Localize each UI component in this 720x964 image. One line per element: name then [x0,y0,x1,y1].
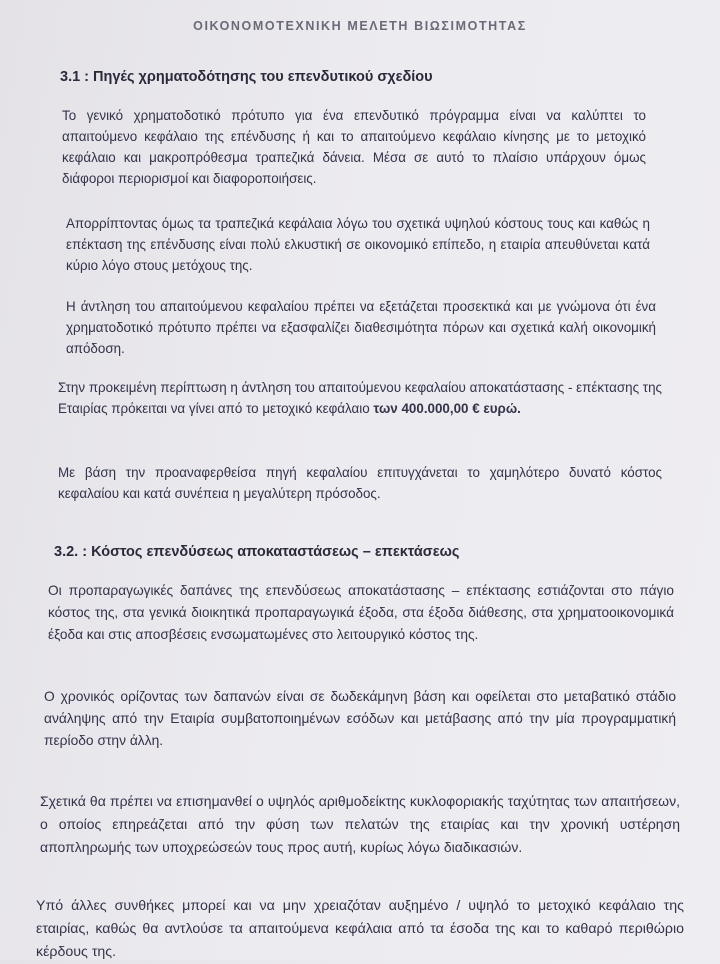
paragraph: Σχετικά θα πρέπει να επισημανθεί ο υψηλός αριθμοδείκτης κυκλοφοριακής ταχύτητας των απαιτήσεων, ο οποίος επηρεάζεται από την φύση των πελατών της εταιρίας και την χρονική υστέρηση αποπληρωμής των υποχρεώσεών τους προς αυτή, κυρίως λόγω διαδικασιών. [40,793,680,855]
running-header: ΟΙΚΟΝΟΜΟΤΕΧΝΙΚΗ ΜΕΛΕΤΗ ΒΙΩΣΙΜΟΤΗΤΑΣ [193,19,527,33]
paragraph: Η άντληση του απαιτούμενου κεφαλαίου πρέπει να εξετάζεται προσεκτικά και με γνώμονα ότι ένα χρηματοδοτικό πρότυπο πρέπει να εξασφαλίζει διαθεσιμότητα πόρων και σχετικά καλή οικονομική απόδοση. [66,299,656,356]
paragraph: Απορρίπτοντας όμως τα τραπεζικά κεφάλαια λόγω του σχετικά υψηλού κόστους τους και καθώς η επέκταση της επένδυσης είναι πολύ ελκυστική σε οικονομικό επίπεδο, η εταιρία απευθύνεται κατά κύριο λόγο στους μετόχους της. [66,216,650,273]
section-heading-3-2: 3.2. : Κόστος επενδύσεως αποκαταστάσεως – επεκτάσεως [54,544,460,560]
paragraph: Οι προπαραγωγικές δαπάνες της επενδύσεως αποκατάστασης – επέκτασης εστιάζονται στο πάγιο κόστος της, στα γενικά διοικητικά προπαραγωγικά έξοδα, στα έξοδα διάθεσης, στα χρηματοοικονομικά έξοδα και στις αποσβέσεις ενσωματωμένες στο λειτουργικό κόστος της. [48,583,674,642]
paragraph-text: Στην προκειμένη περίπτωση η άντληση του απαιτούμενου κεφαλαίου αποκατάστασης - επέκτασης της Εταιρίας πρόκειται να γίνει από το μετοχικό κεφάλαιο [58,380,662,416]
paragraph-capital-amount [58,377,662,419]
paragraph: Ο χρονικός ορίζοντας των δαπανών είναι σε δωδεκάμηνη βάση και οφείλεται στο μεταβατικό στάδιο ανάληψης από την Εταιρία συμβατοποιημένων εσόδων και μετάβασης από την μία προγραμματική περίοδο στην άλλη. [44,689,676,748]
section-heading-3-1: 3.1 : Πηγές χρηματοδότησης του επενδυτικού σχεδίου [60,69,433,85]
paragraph: Με βάση την προαναφερθείσα πηγή κεφαλαίου επιτυγχάνεται το χαμηλότερο δυνατό κόστος κεφαλαίου και κατά συνέπεια η μεγαλύτερη πρόσοδος. [58,465,662,501]
capital-amount: των 400.000,00 € ευρώ. [373,401,521,416]
paragraph: Υπό άλλες συνθήκες μπορεί και να μην χρειαζόταν αυξημένο / υψηλό το μετοχικό κεφάλαιο της εταιρίας, καθώς θα αντλούσε τα απαιτούμενα κεφάλαια από τα έσοδα της και το καθαρό περιθώριο κέρδους της. [36,898,684,960]
paragraph: Το γενικό χρηματοδοτικό πρότυπο για ένα επενδυτικό πρόγραμμα είναι να καλύπτει το απαιτούμενο κεφάλαιο της επένδυσης ή και το απαιτούμενο κεφάλαιο κίνησης με το μετοχικό κεφάλαιο και μακροπρόθεσμα τραπεζικά δάνεια. Μέσα σε αυτό το πλαίσιο υπάρχουν όμως διάφοροι περιορισμοί και διαφοροποιήσεις. [62,108,646,186]
